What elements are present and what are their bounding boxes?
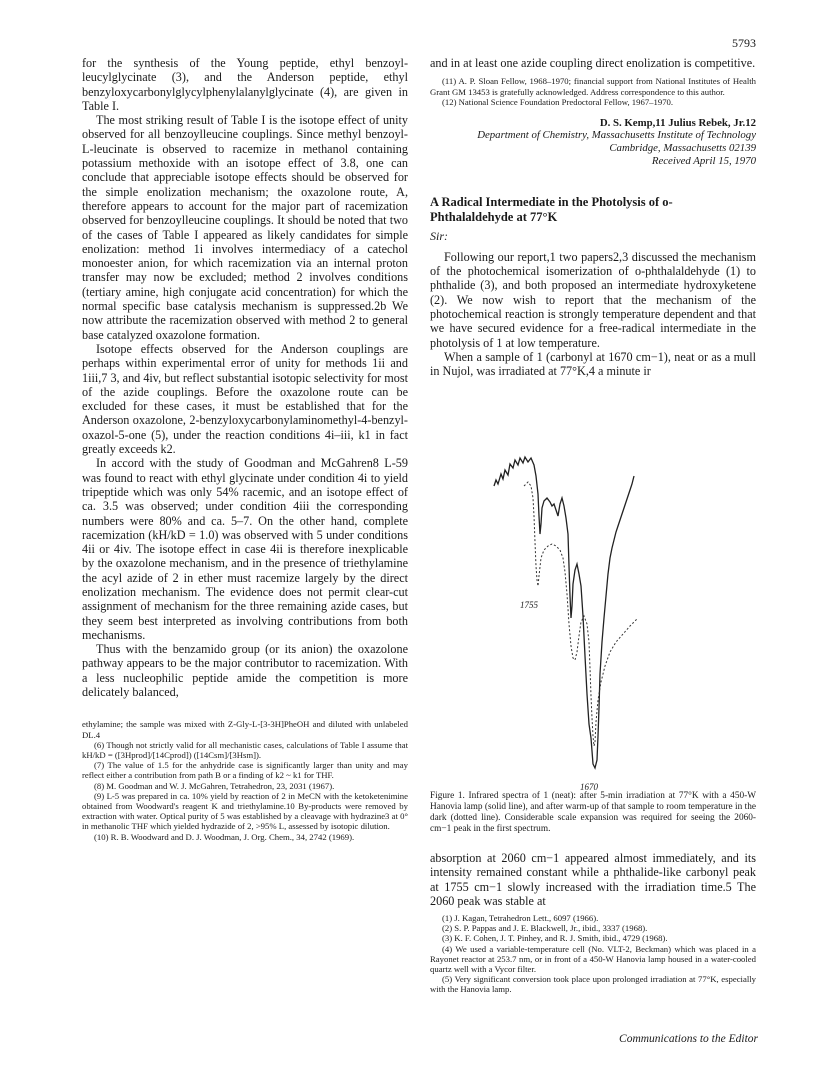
right-top-footnotes bbox=[430, 76, 756, 107]
footnote: (7) The value of 1.5 for the anhydride case is significantly larger than unity and may reflect either a contribution from path B or a finding of k2 ~ k1 for THF. bbox=[82, 760, 408, 781]
affiliation-line: Department of Chemistry, Massachusetts Institute of Technology bbox=[477, 128, 756, 141]
right-column bbox=[430, 56, 756, 379]
affiliation-line: Cambridge, Massachusetts 02139 bbox=[609, 141, 756, 154]
left-footnotes bbox=[82, 719, 408, 841]
footnote: ethylamine; the sample was mixed with Z-Gly-L-[3-3H]PheOH and diluted with unlabeled DL.4 bbox=[82, 719, 408, 740]
right-paragraph: When a sample of 1 (carbonyl at 1670 cm−1), neat or as a mull in Nujol, was irradiated at 77°K,4 a minute ir bbox=[430, 349, 756, 379]
ir-spectrum-plot bbox=[468, 446, 668, 791]
right-references bbox=[430, 913, 756, 995]
left-paragraph: Thus with the benzamido group (or its anion) the oxazolone pathway appears to be the major contributor to racemization. With a less nucleophilic peptide amide the competition is more delicately balanced, bbox=[82, 642, 408, 700]
author-line: D. S. Kemp,11 Julius Rebek, Jr.12 bbox=[599, 116, 756, 129]
footnote: (12) National Science Foundation Predoctoral Fellow, 1967–1970. bbox=[442, 96, 674, 107]
footnote: (10) R. B. Woodward and D. J. Woodman, J. Org. Chem., 34, 2742 (1969). bbox=[94, 831, 355, 842]
footnote: (8) M. Goodman and W. J. McGahren, Tetrahedron, 23, 2031 (1967). bbox=[94, 780, 335, 791]
left-column bbox=[82, 56, 408, 842]
peak-label-1755: 1755 bbox=[520, 600, 538, 610]
section-footer: Communications to the Editor bbox=[619, 1033, 758, 1045]
left-paragraph: In accord with the study of Goodman and McGahren8 L-59 was found to react with ethyl glycinate under condition 4i to yield tripeptide which was only 54% racemic, and an isotope effect of ca. 3.5 was observed; under condition 4iii the corresponding numbers were 80% and ca. 5–7. On the other hand, complete racemization (kH/kD = 1.0) was observed with 5 under conditions 4ii or 4iv. The isotope effect in case 4ii is therefore inexplicable by the oxazolone mechanism, and in the presence of triethylamine the acyl azide of 2 in ether must racemize largely by the direct enolization mechanism. The evidence does not permit clear-cut assignment of mechanism for the three remaining azide cases, but they seem best interpreted as involving contributions from both mechanisms. bbox=[82, 456, 408, 642]
reference: (2) S. P. Pappas and J. E. Blackwell, Jr., ibid., 3337 (1968). bbox=[442, 923, 648, 934]
article-title: A Radical Intermediate in the Photolysis of o-Phthalaldehyde at 77°K bbox=[430, 195, 673, 224]
right-paragraph: Following our report,1 two papers2,3 discussed the mechanism of the photochemical isomerization of o-phthalaldehyde (1) to phthalide (3), and both proposed an intermediate hydroxyketene (2). We now wish to report that the mechanism of the photochemical reaction is strongly temperature dependent and that we have secured evidence for a free-radical intermediate in the photolysis of 1 at low temperature. bbox=[430, 249, 756, 350]
right-intro: and in at least one azide coupling direct enolization is competitive. bbox=[430, 56, 756, 70]
footnote: (9) L-5 was prepared in ca. 10% yield by reaction of 2 in MeCN with the ketoketenimine obtained from Woodward's reagent K and triethylamine.10 By-products were removed by extraction with water. Optical purity of 5 was established by a cleavage with hydrazine3 at 0° in methanolic THF which yielded hydrazide of 2, >95% L, assessed by isotopic dilution. bbox=[82, 790, 408, 832]
reference: (5) Very significant conversion took place upon prolonged irradiation at 77°K, especially with the Hanovia lamp. bbox=[430, 974, 756, 995]
left-body bbox=[82, 56, 408, 699]
right-continuation: absorption at 2060 cm−1 appeared almost immediately, and its intensity remained constant while a phthalide-like carbonyl peak at 1755 cm−1 slowly increased with the irradiation time.5 The 2060 peak was stable at bbox=[430, 851, 756, 908]
page-number: 5793 bbox=[732, 36, 756, 50]
received-line: Received April 15, 1970 bbox=[651, 154, 756, 167]
left-paragraph: Isotope effects observed for the Anderson couplings are perhaps within experimental error of unity for methods 1ii and 1iii,7 3, and 4iv, but reflect substantial isotopic selectivity for most of the azide couplings. Before the oxazolone route can be excluded for these cases, it must be established that for the Anderson oxazolone, 2-benzyloxycarbonylaminomethyl-4-benzyl-oxazol-5-one (5), under the reaction conditions 4i–iii, k1 in fact greatly exceeds k2. bbox=[82, 341, 408, 457]
reference: (4) We used a variable-temperature cell (No. VLT-2, Beckman) which was placed in a Rayonet reactor at 253.7 nm, or in front of a 450-W Hanovia lamp housed in a water-cooled quartz well with a Vycor filter. bbox=[430, 943, 756, 975]
right-continuation-block bbox=[430, 851, 756, 908]
left-paragraph: The most striking result of Table I is the isotope effect of unity observed for all benzoylleucine couplings. Since methyl benzoyl-L-leucinate is observed to racemize in methanol containing potassium methoxide with an isotope effect of 3.8, one can conclude that appreciable isotope effects should be observed for the simple enolization mechanism; the oxazolone route, A, therefore appears to account for the major part of racemization observed for benzoylleucine couplings. It should be noted that two of the cases of Table I appeared as likely candidates for simple enolization: method 1i involves intermediacy of a catechol monoester anion, for which racemization via an internal proton transfer may now be excluded; method 2 involves conditions (tertiary amine, high conjugate acid concentration) for which the normal specific base catalysis mechanism is suppressed.2b We now attribute the racemization observed with method 2 to general base catalyzed oxazolone formation. bbox=[82, 113, 408, 342]
reference: (1) J. Kagan, Tetrahedron Lett., 6097 (1966). bbox=[442, 913, 599, 923]
peak-label-1670: 1670 bbox=[580, 782, 598, 792]
left-paragraph: for the synthesis of the Young peptide, ethyl benzoyl-leucylglycinate (3), and the Anderson peptide, ethyl benzyloxycarbonylglycylphenylalanylglycinate (4), are given in Table I. bbox=[82, 56, 408, 113]
spectrum-solid-line bbox=[494, 457, 634, 768]
footnote: (11) A. P. Sloan Fellow, 1968–1970; financial support from National Institutes of Health Grant GM 13453 is gratefully acknowledged. Address correspondence to this author. bbox=[430, 76, 756, 97]
figure-caption: Figure 1. Infrared spectra of 1 (neat): after 5-min irradiation at 77°K with a 450-W Hanovia lamp (solid line), and after warm-up of that sample to room temperature in the dark (dotted line). Considerable scale expansion was required for seeing the 2060-cm−1 peak in the first spectrum. bbox=[430, 791, 756, 834]
reference: (3) K. F. Cohen, J. T. Pinhey, and R. J. Smith, ibid., 4729 (1968). bbox=[442, 933, 668, 944]
salutation: Sir: bbox=[430, 228, 448, 243]
footnote: (6) Though not strictly valid for all mechanistic cases, calculations of Table I assume that kH/kD = ([3Hprod]/[14Cprod]) ([14Csm]/[3Hsm]). bbox=[82, 739, 408, 760]
ir-spectrum-figure bbox=[468, 446, 668, 796]
